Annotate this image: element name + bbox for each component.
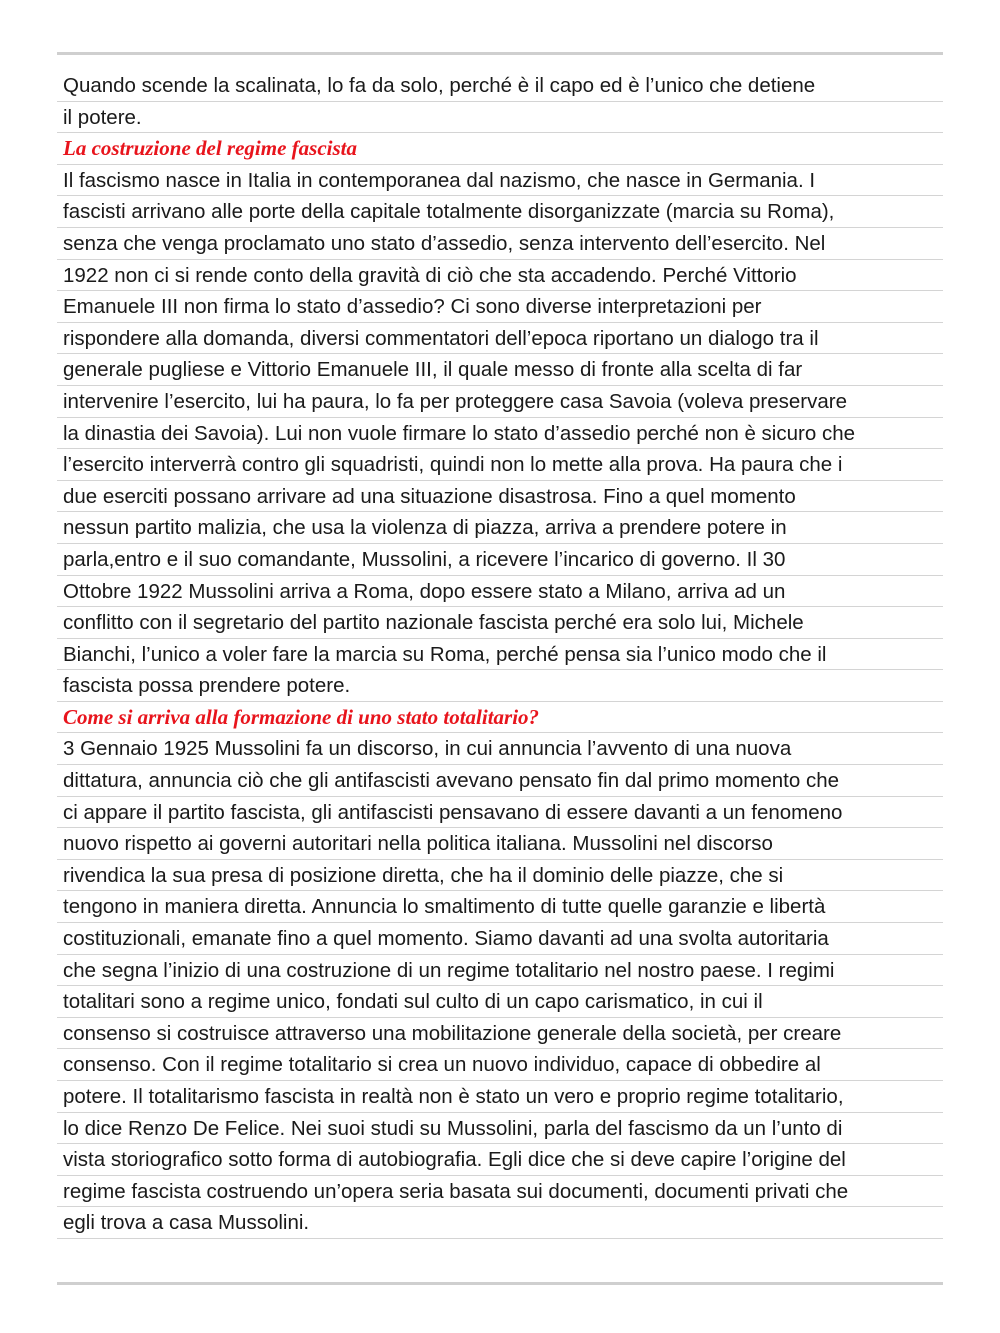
text-line: dittatura, annuncia ciò che gli antifascisti avevano pensato fin dal primo momento che bbox=[63, 765, 943, 797]
text-line: il potere. bbox=[63, 102, 943, 134]
text-line: costituzionali, emanate fino a quel momento. Siamo davanti ad una svolta autoritaria bbox=[63, 923, 943, 955]
text-line: rispondere alla domanda, diversi commentatori dell’epoca riportano un dialogo tra il bbox=[63, 323, 943, 355]
text-line: l’esercito interverrà contro gli squadristi, quindi non lo mette alla prova. Ha paura che i bbox=[63, 449, 943, 481]
text-line: consenso si costruisce attraverso una mobilitazione generale della società, per creare bbox=[63, 1018, 943, 1050]
text-line: egli trova a casa Mussolini. bbox=[63, 1207, 943, 1239]
text-line: consenso. Con il regime totalitario si crea un nuovo individuo, capace di obbedire al bbox=[63, 1049, 943, 1081]
text-line: intervenire l’esercito, lui ha paura, lo fa per proteggere casa Savoia (voleva preservare bbox=[63, 386, 943, 418]
text-line: che segna l’inizio di una costruzione di un regime totalitario nel nostro paese. I regimi bbox=[63, 955, 943, 987]
text-line: 1922 non ci si rende conto della gravità di ciò che sta accadendo. Perché Vittorio bbox=[63, 260, 943, 292]
text-line: Bianchi, l’unico a voler fare la marcia su Roma, perché pensa sia l’unico modo che il bbox=[63, 639, 943, 671]
document-body bbox=[63, 70, 943, 1239]
text-line: fascisti arrivano alle porte della capitale totalmente disorganizzate (marcia su Roma), bbox=[63, 196, 943, 228]
text-line: generale pugliese e Vittorio Emanuele III, il quale messo di fronte alla scelta di far bbox=[63, 354, 943, 386]
text-line: totalitari sono a regime unico, fondati sul culto di un capo carismatico, in cui il bbox=[63, 986, 943, 1018]
text-line: nessun partito malizia, che usa la violenza di piazza, arriva a prendere potere in bbox=[63, 512, 943, 544]
text-line: ci appare il partito fascista, gli antifascisti pensavano di essere davanti a un fenomeno bbox=[63, 797, 943, 829]
section-heading: La costruzione del regime fascista bbox=[63, 133, 943, 165]
text-line: Ottobre 1922 Mussolini arriva a Roma, dopo essere stato a Milano, arriva ad un bbox=[63, 576, 943, 608]
text-line: rivendica la sua presa di posizione diretta, che ha il dominio delle piazze, che si bbox=[63, 860, 943, 892]
text-line: la dinastia dei Savoia). Lui non vuole firmare lo stato d’assedio perché non è sicuro che bbox=[63, 418, 943, 450]
text-line: potere. Il totalitarismo fascista in realtà non è stato un vero e proprio regime totalitario, bbox=[63, 1081, 943, 1113]
text-line: nuovo rispetto ai governi autoritari nella politica italiana. Mussolini nel discorso bbox=[63, 828, 943, 860]
top-rule bbox=[57, 52, 943, 55]
text-line: 3 Gennaio 1925 Mussolini fa un discorso, in cui annuncia l’avvento di una nuova bbox=[63, 733, 943, 765]
text-line: Emanuele III non firma lo stato d’assedio? Ci sono diverse interpretazioni per bbox=[63, 291, 943, 323]
text-line: conflitto con il segretario del partito nazionale fascista perché era solo lui, Michele bbox=[63, 607, 943, 639]
text-line: Quando scende la scalinata, lo fa da solo, perché è il capo ed è l’unico che detiene bbox=[63, 70, 943, 102]
text-line: due eserciti possano arrivare ad una situazione disastrosa. Fino a quel momento bbox=[63, 481, 943, 513]
text-line: lo dice Renzo De Felice. Nei suoi studi su Mussolini, parla del fascismo da un l’unto di bbox=[63, 1113, 943, 1145]
text-line: regime fascista costruendo un’opera seria basata sui documenti, documenti privati che bbox=[63, 1176, 943, 1208]
text-line: Il fascismo nasce in Italia in contemporanea dal nazismo, che nasce in Germania. I bbox=[63, 165, 943, 197]
section-heading: Come si arriva alla formazione di uno stato totalitario? bbox=[63, 702, 943, 734]
text-line: fascista possa prendere potere. bbox=[63, 670, 943, 702]
bottom-rule bbox=[57, 1282, 943, 1285]
text-line: senza che venga proclamato uno stato d’assedio, senza intervento dell’esercito. Nel bbox=[63, 228, 943, 260]
text-line: parla,entro e il suo comandante, Mussolini, a ricevere l’incarico di governo. Il 30 bbox=[63, 544, 943, 576]
text-line: tengono in maniera diretta. Annuncia lo smaltimento di tutte quelle garanzie e libertà bbox=[63, 891, 943, 923]
text-line: vista storiografico sotto forma di autobiografia. Egli dice che si deve capire l’origine del bbox=[63, 1144, 943, 1176]
